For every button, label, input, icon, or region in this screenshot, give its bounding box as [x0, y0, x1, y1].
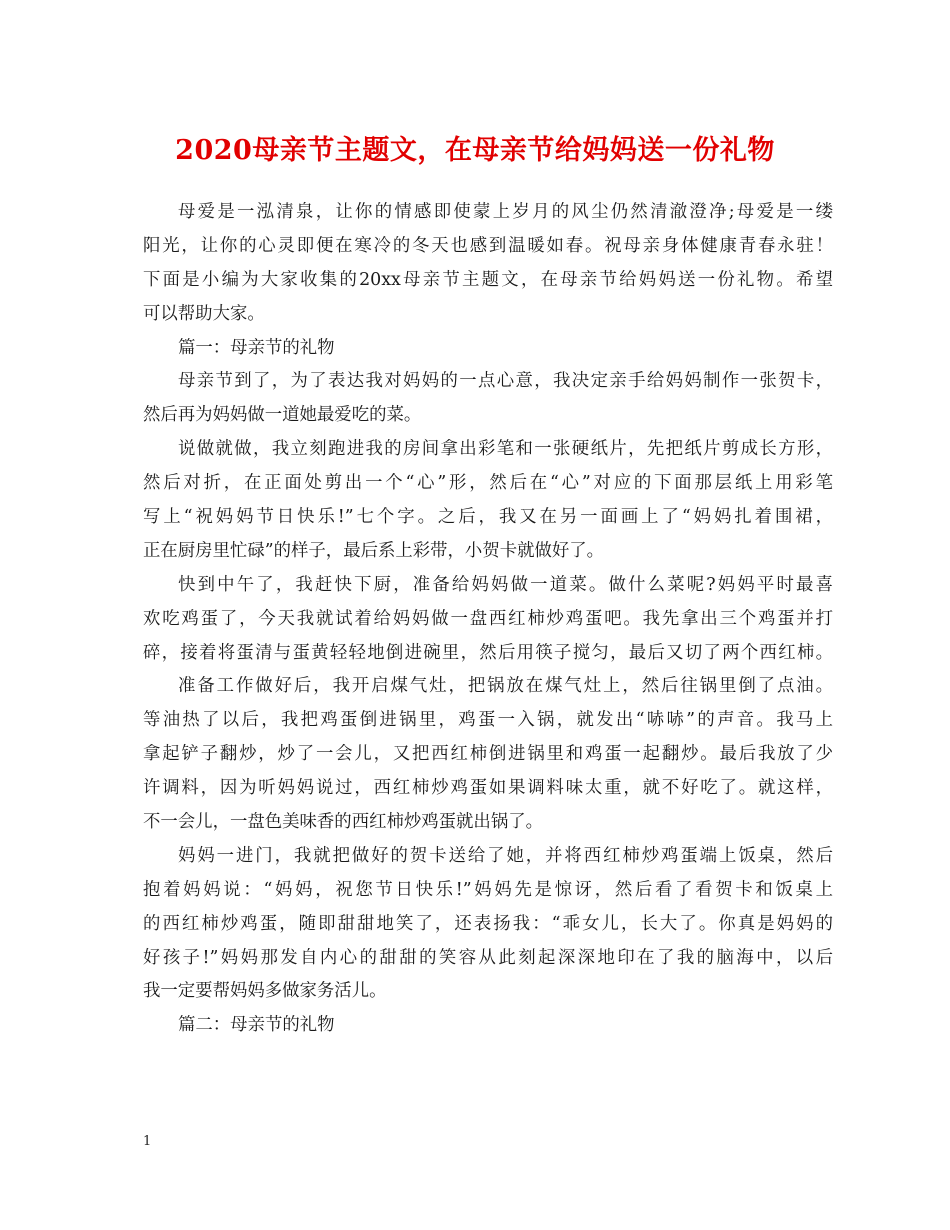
body-line: 好孩子!”妈妈那发自内心的甜甜的笑容从此刻起深深地印在了我的脑海中，以后: [143, 947, 833, 968]
body-line: 快到中午了，我赶快下厨，准备给妈妈做一道菜。做什么菜呢?妈妈平时最喜: [178, 574, 833, 595]
section-heading: 篇二：母亲节的礼物: [178, 1015, 335, 1036]
document-body: [143, 196, 833, 1043]
body-line: 写上“祝妈妈节日快乐!”七个字。之后，我又在另一面画上了“妈妈扎着围裙，: [143, 507, 833, 528]
section-heading: 篇一：母亲节的礼物: [178, 337, 335, 358]
body-line: 的西红柿炒鸡蛋，随即甜甜地笑了，还表扬我：“乖女儿，长大了。你真是妈妈的: [143, 913, 833, 934]
body-line: 不一会儿，一盘色美味香的西红柿炒鸡蛋就出锅了。: [143, 812, 543, 833]
body-line: 说做就做，我立刻跑进我的房间拿出彩笔和一张硬纸片，先把纸片剪成长方形，: [178, 439, 833, 460]
body-line: 正在厨房里忙碌”的样子，最后系上彩带，小贺卡就做好了。: [143, 540, 605, 561]
document-title: 2020母亲节主题文，在母亲节给妈妈送一份礼物: [175, 135, 775, 166]
body-line: 许调料，因为听妈妈说过，西红柿炒鸡蛋如果调料味太重，就不好吃了。就这样，: [143, 778, 833, 799]
body-line: 母爱是一泓清泉，让你的情感即使蒙上岁月的风尘仍然清澈澄净;母爱是一缕: [178, 202, 833, 222]
body-line: 抱着妈妈说：“妈妈，祝您节日快乐!”妈妈先是惊讶，然后看了看贺卡和饭桌上: [143, 879, 833, 900]
body-line: 等油热了以后，我把鸡蛋倒进锅里，鸡蛋一入锅，就发出“哧哧”的声音。我马上: [143, 710, 833, 731]
body-line: 下面是小编为大家收集的20xx母亲节主题文，在母亲节给妈妈送一份礼物。希望: [143, 269, 833, 290]
body-line: 准备工作做好后，我开启煤气灶，把锅放在煤气灶上，然后往锅里倒了点油。: [178, 676, 833, 697]
page-number: 1: [143, 1134, 152, 1149]
body-line: 欢吃鸡蛋了，今天我就试着给妈妈做一盘西红柿炒鸡蛋吧。我先拿出三个鸡蛋并打: [143, 608, 833, 629]
body-line: 我一定要帮妈妈多做家务活儿。: [143, 981, 387, 1002]
body-line: 母亲节到了，为了表达我对妈妈的一点心意，我决定亲手给妈妈制作一张贺卡，: [178, 371, 833, 392]
body-line: 碎，接着将蛋清与蛋黄轻轻地倒进碗里，然后用筷子搅匀，最后又切了两个西红柿。: [143, 642, 833, 663]
body-line: 妈妈一进门，我就把做好的贺卡送给了她，并将西红柿炒鸡蛋端上饭桌，然后: [178, 845, 833, 866]
body-line: 然后再为妈妈做一道她最爱吃的菜。: [143, 405, 422, 426]
body-line: 阳光，让你的心灵即便在寒冷的冬天也感到温暖如春。祝母亲身体健康青春永驻！: [143, 235, 833, 256]
body-line: 拿起铲子翻炒，炒了一会儿，又把西红柿倒进锅里和鸡蛋一起翻炒。最后我放了少: [143, 744, 833, 765]
body-line: 可以帮助大家。: [143, 303, 265, 324]
body-line: 然后对折，在正面处剪出一个“心”形，然后在“心”对应的下面那层纸上用彩笔: [143, 473, 833, 494]
